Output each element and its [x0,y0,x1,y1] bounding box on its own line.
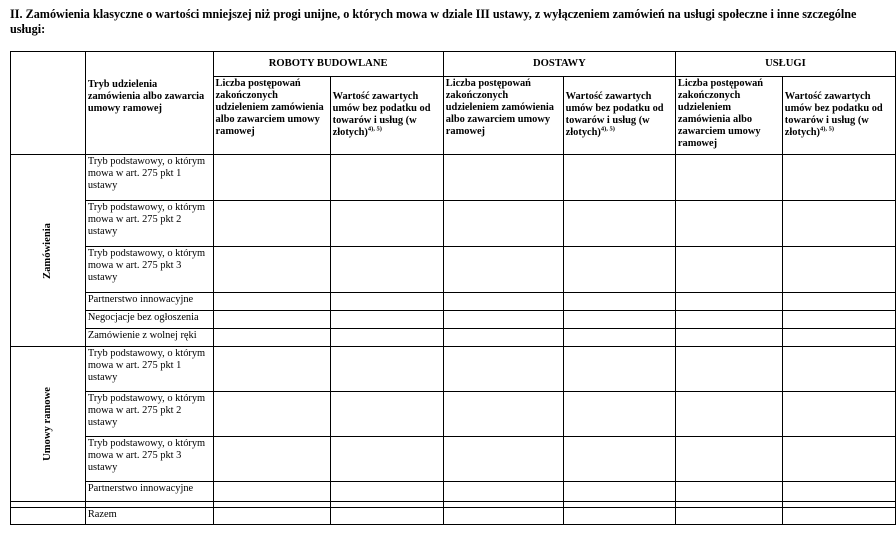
header-dostawy-count: Liczba postępowań zakończonych udzieleniem zamówienia albo zawarciem umowy ramowej [443,77,563,155]
input-cell[interactable] [675,347,782,392]
header-tryb: Tryb udzielenia zamówienia albo zawarcia umowy ramowej [85,52,213,155]
input-cell[interactable] [443,508,563,525]
input-cell[interactable] [330,437,443,482]
table-row [11,311,896,329]
row-label: Tryb podstawowy, o którym mowa w art. 275 pkt 2 ustawy [85,201,213,247]
input-cell[interactable] [443,329,563,347]
input-cell[interactable] [213,482,330,502]
input-cell[interactable] [213,201,330,247]
header-uslugi-count: Liczba postępowań zakończonych udzieleniem zamówienia albo zawarciem umowy ramowej [675,77,782,155]
input-cell[interactable] [213,311,330,329]
total-row [11,508,896,525]
total-label: Razem [85,508,213,525]
input-cell[interactable] [330,329,443,347]
input-cell[interactable] [330,201,443,247]
input-cell[interactable] [330,508,443,525]
input-cell[interactable] [443,201,563,247]
input-cell[interactable] [443,392,563,437]
header-roboty-count: Liczba postępowań zakończonych udzieleniem zamówienia albo zawarciem umowy ramowej [213,77,330,155]
input-cell[interactable] [782,311,895,329]
input-cell[interactable] [213,293,330,311]
input-cell[interactable] [213,155,330,201]
input-cell[interactable] [213,437,330,482]
header-uslugi: USŁUGI [675,52,895,77]
input-cell[interactable] [782,482,895,502]
input-cell[interactable] [330,482,443,502]
input-cell[interactable] [330,293,443,311]
section-label-umowy-ramowe: Umowy ramowe [11,347,86,502]
header-roboty-budowlane: ROBOTY BUDOWLANE [213,52,443,77]
input-cell[interactable] [443,155,563,201]
table-row [11,347,896,392]
input-cell[interactable] [443,482,563,502]
input-cell[interactable] [782,293,895,311]
input-cell[interactable] [782,247,895,293]
row-label: Zamówienie z wolnej ręki [85,329,213,347]
input-cell[interactable] [563,482,675,502]
input-cell[interactable] [213,329,330,347]
row-label: Negocjacje bez ogłoszenia [85,311,213,329]
input-cell[interactable] [675,155,782,201]
input-cell[interactable] [330,155,443,201]
row-label: Tryb podstawowy, o którym mowa w art. 275 pkt 1 ustawy [85,155,213,201]
input-cell[interactable] [330,392,443,437]
input-cell[interactable] [330,247,443,293]
input-cell[interactable] [443,437,563,482]
header-roboty-value: Wartość zawartych umów bez podatku od towarów i usług (w złotych)$^{4), 5)}$ [330,77,443,155]
input-cell[interactable] [675,201,782,247]
header-dostawy-value: Wartość zawartych umów bez podatku od towarów i usług (w złotych)$^{4), 5)}$ [563,77,675,155]
input-cell[interactable] [563,347,675,392]
total-corner [11,508,86,525]
input-cell[interactable] [213,392,330,437]
input-cell[interactable] [443,347,563,392]
input-cell[interactable] [563,508,675,525]
input-cell[interactable] [675,293,782,311]
table-row [11,247,896,293]
input-cell[interactable] [782,329,895,347]
input-cell[interactable] [563,392,675,437]
input-cell[interactable] [782,201,895,247]
row-label: Tryb podstawowy, o którym mowa w art. 275 pkt 3 ustawy [85,247,213,293]
row-label: Tryb podstawowy, o którym mowa w art. 275 pkt 1 ustawy [85,347,213,392]
row-label: Tryb podstawowy, o którym mowa w art. 275 pkt 2 ustawy [85,392,213,437]
input-cell[interactable] [675,247,782,293]
input-cell[interactable] [675,437,782,482]
table-row [11,155,896,201]
input-cell[interactable] [782,508,895,525]
input-cell[interactable] [563,155,675,201]
input-cell[interactable] [563,201,675,247]
input-cell[interactable] [213,508,330,525]
table-row [11,293,896,311]
input-cell[interactable] [443,247,563,293]
section-heading: II. Zamówienia klasyczne o wartości mniejszej niż progi unijne, o których mowa w dziale III ustawy, z wyłączeniem zamówień na usługi społeczne i inne szczególne usługi: [10,7,857,36]
input-cell[interactable] [563,329,675,347]
table-row [11,329,896,347]
input-cell[interactable] [213,247,330,293]
header-uslugi-value: Wartość zawartych umów bez podatku od towarów i usług (w złotych)$^{4), 5)}$ [782,77,895,155]
header-corner [11,52,86,155]
input-cell[interactable] [330,311,443,329]
row-label: Partnerstwo innowacyjne [85,482,213,502]
table-row [11,201,896,247]
input-cell[interactable] [782,155,895,201]
row-label: Tryb podstawowy, o którym mowa w art. 275 pkt 3 ustawy [85,437,213,482]
table-row [11,482,896,502]
input-cell[interactable] [563,437,675,482]
input-cell[interactable] [443,293,563,311]
row-label: Partnerstwo innowacyjne [85,293,213,311]
header-dostawy: DOSTAWY [443,52,675,77]
input-cell[interactable] [675,392,782,437]
input-cell[interactable] [675,508,782,525]
input-cell[interactable] [675,329,782,347]
input-cell[interactable] [213,347,330,392]
input-cell[interactable] [782,437,895,482]
procurement-table [10,51,896,525]
input-cell[interactable] [563,311,675,329]
input-cell[interactable] [675,482,782,502]
input-cell[interactable] [563,293,675,311]
input-cell[interactable] [782,347,895,392]
input-cell[interactable] [330,347,443,392]
input-cell[interactable] [782,392,895,437]
input-cell[interactable] [443,311,563,329]
table-row [11,392,896,437]
input-cell[interactable] [563,247,675,293]
input-cell[interactable] [675,311,782,329]
table-row [11,437,896,482]
section-label-zamowienia: Zamówienia [11,155,86,347]
